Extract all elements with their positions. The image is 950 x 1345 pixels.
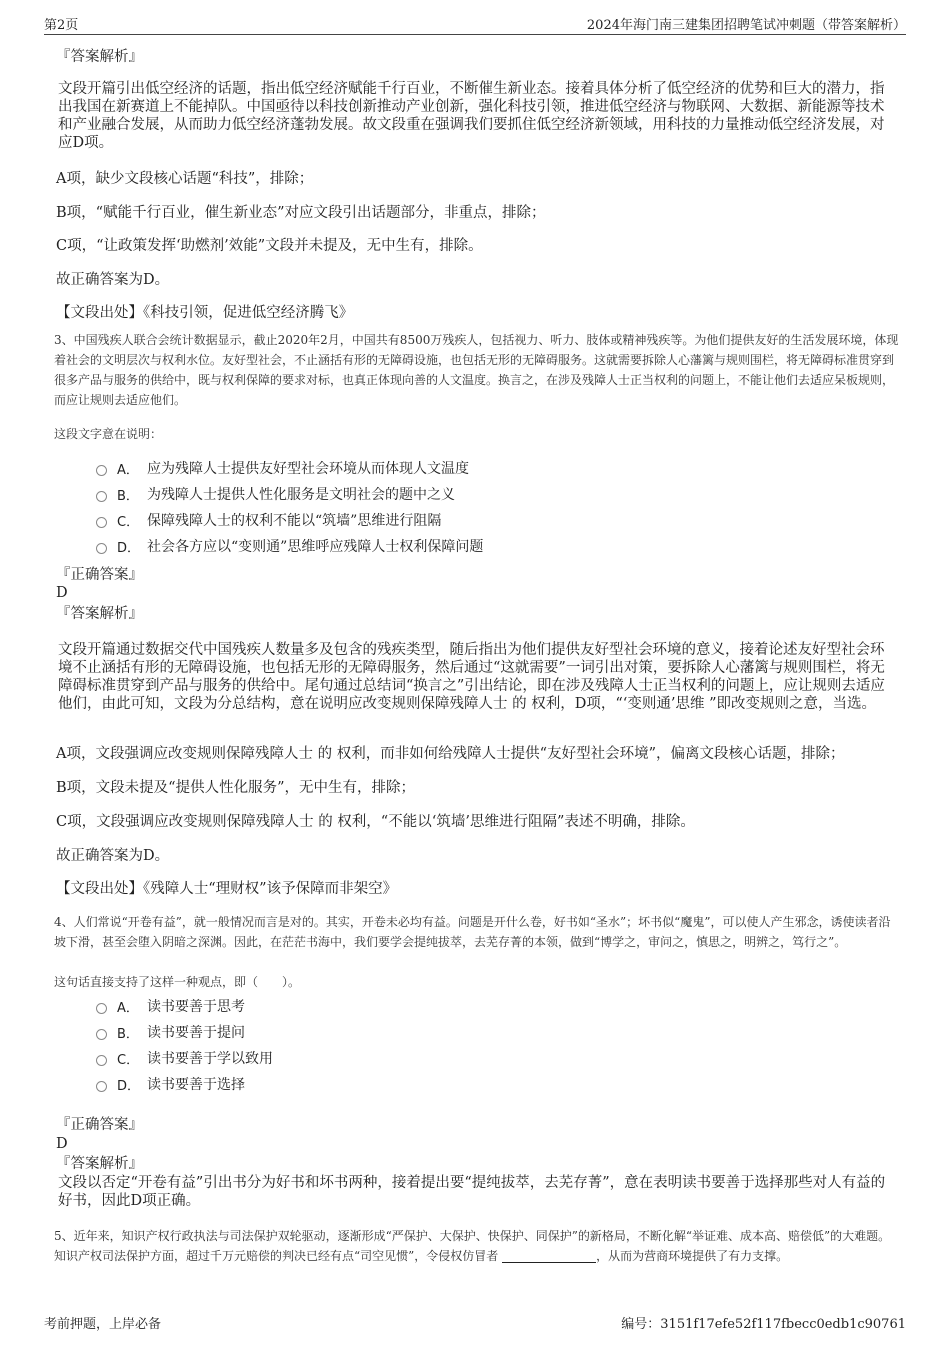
q2-option-c-analysis: C项，“让政策发挥‘助燃剂’效能”文段并未提及，无中生有，排除。	[56, 238, 483, 254]
q4-option-b[interactable]: B． 读书要善于提问	[96, 1022, 245, 1042]
document-id: 编号：3151f17efe52f117fbecc0edb1c90761	[621, 1317, 906, 1332]
q2-conclusion: 故正确答案为D。	[56, 272, 170, 288]
radio-icon[interactable]	[96, 543, 107, 554]
q3-option-a[interactable]: A． 应为残障人士提供友好型社会环境从而体现人文温度	[96, 458, 469, 478]
q3-option-c-analysis: C项，文段强调应改变规则保障残障人士 的 权利，“不能以‘筑墙’思维进行阻隔”表述不明确，排除。	[56, 814, 695, 830]
q4-option-d[interactable]: D． 读书要善于选择	[96, 1074, 245, 1094]
q3-analysis: 文段开篇通过数据交代中国残疾人数量多及包含的残疾类型，随后指出为他们提供友好型社会环境的意义，接着论述友好型社会环境不止涵括有形的无障碍设施，也包括无形的无障碍服务，然后通过“这就需要”一词引出对策，要拆除人心藩篱与规则围栏，将无障碍标准贯穿到产品与服务的供给中。尾句通过总结词“换言之”引出结论，即在涉及残障人士正当权利的问题上，应让规则去适应他们，由此可知，文段为分总结构，意在说明应改变规则保障残障人士 的 权利，D项，“‘变则通’思维 ”即改变规则之意，当选。	[58, 642, 885, 712]
q2-analysis-label: 『答案解析』	[56, 49, 143, 65]
q3-option-a-analysis: A项，文段强调应改变规则保障残障人士 的 权利，而非如何给残障人士提供“友好型社会环境”，偏离文段核心话题，排除；	[56, 746, 845, 762]
q3-stem: 3、中国残疾人联合会统计数据显示，截止2020年2月，中国共有8500万残疾人，包括视力、听力、肢体或精神残疾等。为他们提供友好的生活发展环境，体现着社会的文明层次与权利水位。友好型社会，不止涵括有形的无障碍设施，也包括无形的无障碍服务。这就需要拆除人心藩篱与规则围栏，将无障碍标准贯穿到很多产品与服务的供给中，既与权利保障的要求对标，也真正体现向善的人文温度。换言之，在涉及残障人士正当权利的问题上，不能让他们去适应呆板规则，而应让规则去适应他们。	[54, 333, 899, 407]
radio-icon[interactable]	[96, 1055, 107, 1066]
q4-stem: 4、人们常说“开卷有益”，就一般情况而言是对的。其实，开卷未必均有益。问题是开什么卷，好书如“圣水”；坏书似“魔鬼”，可以使人产生邪念，诱使读者沿坡下滑，甚至会堕入阴暗之深渊。因此，在茫茫书海中，我们要学会提纯拔萃，去芜存菁的本领，做到“博学之，审问之，慎思之，明辨之，笃行之”。	[54, 915, 891, 949]
document-title: 2024年海门南三建集团招聘笔试冲刺题（带答案解析）	[586, 18, 906, 33]
q3-analysis-label: 『答案解析』	[56, 606, 143, 622]
q3-option-b[interactable]: B． 为残障人士提供人性化服务是文明社会的题中之义	[96, 484, 455, 504]
q4-option-c[interactable]: C． 读书要善于学以致用	[96, 1048, 273, 1068]
q2-option-b-analysis: B项，“赋能千行百业，催生新业态”对应文段引出话题部分，非重点，排除；	[56, 205, 546, 221]
q4-analysis-label: 『答案解析』	[56, 1156, 143, 1172]
page-number: 第2页	[44, 18, 79, 33]
radio-icon[interactable]	[96, 465, 107, 476]
q3-option-d[interactable]: D． 社会各方应以“变则通”思维呼应残障人士权利保障问题	[96, 536, 483, 556]
q3-source: 【文段出处】《残障人士“理财权”该予保障而非架空》	[56, 881, 398, 897]
radio-icon[interactable]	[96, 1029, 107, 1040]
radio-icon[interactable]	[96, 491, 107, 502]
q3-option-b-analysis: B项，文段未提及“提供人性化服务”，无中生有，排除；	[56, 780, 415, 796]
answer-blank[interactable]	[502, 1250, 596, 1263]
q4-option-a[interactable]: A． 读书要善于思考	[96, 996, 245, 1016]
q3-option-c[interactable]: C． 保障残障人士的权利不能以“筑墙”思维进行阻隔	[96, 510, 441, 530]
q2-analysis: 文段开篇引出低空经济的话题，指出低空经济赋能千行百业，不断催生新业态。接着具体分析了低空经济的优势和巨大的潜力，指出我国在新赛道上不能掉队。中国亟待以科技创新推动产业创新，强化科技引领，推进低空经济与物联网、大数据、新能源等技术和产业融合发展，从而助力低空经济蓬勃发展。故文段重在强调我们要抓住低空经济新领域，用科技的力量推动低空经济发展，对应D项。	[58, 81, 885, 151]
q2-option-a-analysis: A项，缺少文段核心话题“科技”，排除；	[56, 171, 314, 187]
q4-answer: D	[56, 1136, 68, 1152]
q4-answer-label: 『正确答案』	[56, 1117, 143, 1133]
radio-icon[interactable]	[96, 1003, 107, 1014]
footer-slogan: 考前押题，上岸必备	[44, 1317, 162, 1332]
q3-answer-label: 『正确答案』	[56, 567, 143, 583]
q3-answer: D	[56, 585, 68, 601]
page-header	[44, 14, 906, 35]
radio-icon[interactable]	[96, 517, 107, 528]
radio-icon[interactable]	[96, 1081, 107, 1092]
q4-prompt: 这句话直接支持了这样一种观点，即（ ）。	[54, 975, 301, 989]
q3-prompt: 这段文字意在说明：	[54, 427, 163, 441]
q5-stem: 5、近年来，知识产权行政执法与司法保护双轮驱动，逐渐形成“严保护、大保护、快保护、同保护”的新格局，不断化解“举证难、成本高、赔偿低”的大难题。知识产权司法保护方面，超过千万元赔偿的判决已经有点“司空见惯”，令侵权仿冒者 ，从而为营商环境提供了有力支撑。	[54, 1229, 891, 1263]
q4-analysis: 文段以否定“开卷有益”引出书分为好书和坏书两种，接着提出要“提纯拔萃，去芜存菁”，意在表明读书要善于选择那些对人有益的好书，因此D项正确。	[58, 1175, 886, 1209]
q3-conclusion: 故正确答案为D。	[56, 848, 170, 864]
q2-source: 【文段出处】《科技引领，促进低空经济腾飞》	[56, 305, 354, 321]
